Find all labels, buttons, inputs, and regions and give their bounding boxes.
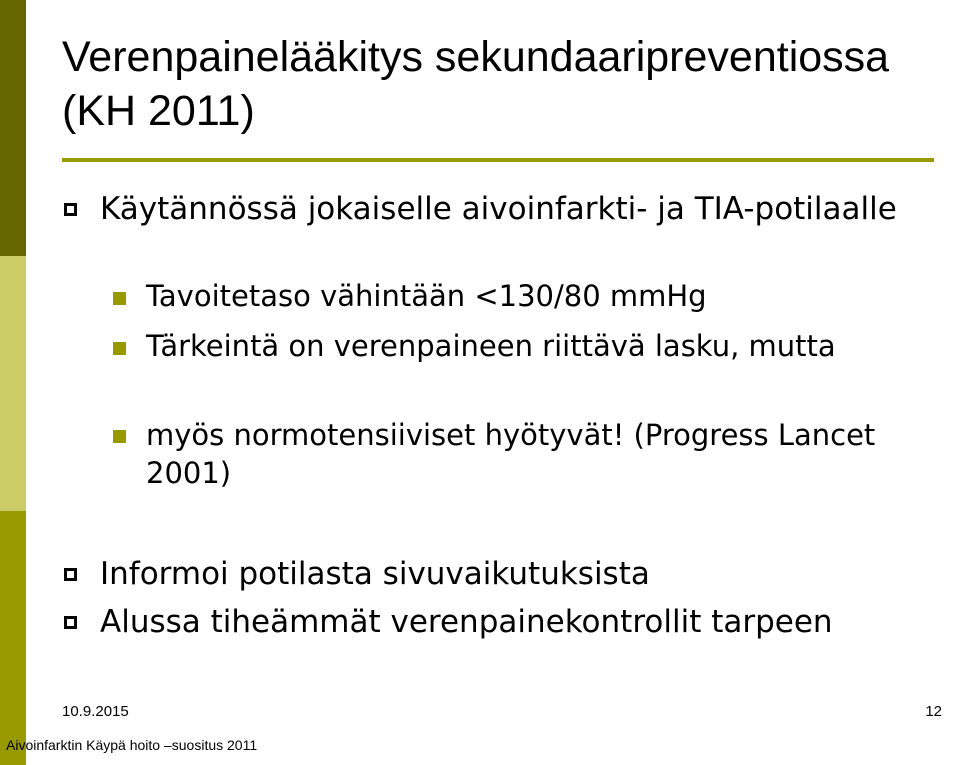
footer-date: 10.9.2015	[62, 703, 129, 720]
slide-title: Verenpainelääkitys sekundaaripreventiossa (KH 2011)	[62, 33, 890, 135]
hollow-square-bullet-icon	[64, 616, 77, 629]
side-bar-top	[0, 0, 26, 256]
side-bar-middle	[0, 256, 26, 511]
subbullet-target-level: Tavoitetaso vähintään <130/80 mmHg	[146, 279, 707, 313]
subbullet-bp-lowering: Tärkeintä on verenpaineen riittävä lasku, mutta	[146, 329, 836, 363]
side-bar-bottom	[0, 511, 26, 765]
hollow-square-bullet-icon	[64, 568, 77, 581]
subbullet-normotensive: myös normotensiiviset hyötyvät! (Progress Lancet 2001)	[146, 418, 876, 490]
bullet-bp-monitoring: Alussa tiheämmät verenpainekontrollit tarpeen	[100, 604, 833, 640]
filled-square-bullet-icon	[113, 292, 126, 305]
filled-square-bullet-icon	[113, 342, 126, 355]
hollow-square-bullet-icon	[64, 203, 77, 216]
filled-square-bullet-icon	[113, 430, 126, 443]
bullet-side-effects: Informoi potilasta sivuvaikutuksista	[100, 556, 650, 592]
title-underline	[62, 158, 934, 162]
page-number: 12	[925, 703, 942, 720]
bullet-practice: Käytännössä jokaiselle aivoinfarkti- ja TIA-potilaalle	[100, 191, 897, 227]
footer-source: Aivoinfarktin Käypä hoito –suositus 2011	[6, 737, 258, 753]
